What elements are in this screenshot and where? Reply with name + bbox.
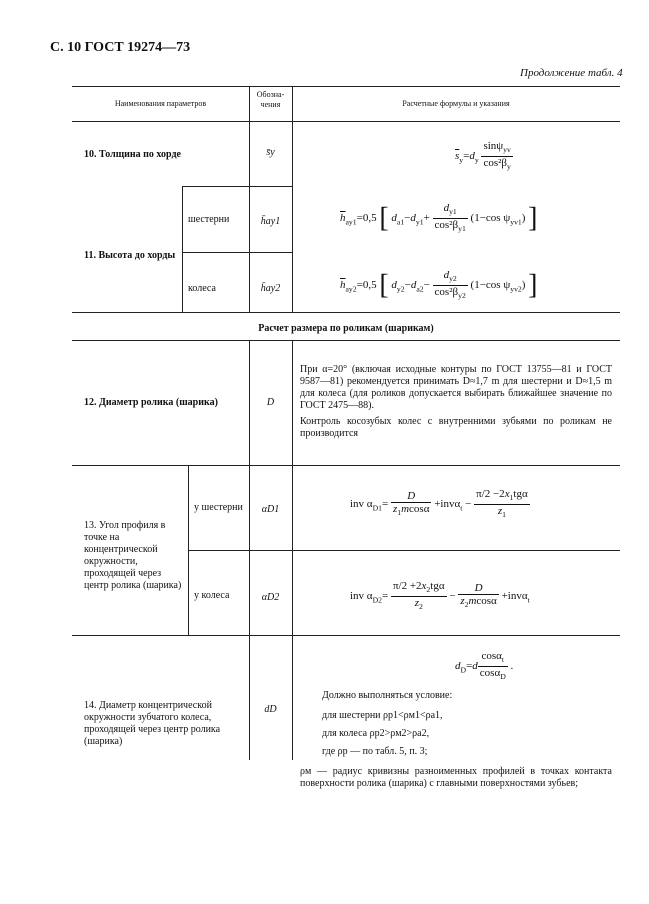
row12-bottom-border <box>72 465 620 466</box>
param-10-name: 10. Толщина по хорде <box>84 149 181 160</box>
param-13-sub2: у колеса <box>194 590 230 601</box>
param-11-sub2: колеса <box>188 283 216 294</box>
formula-13-wheel: inv $\alpha_{D2}=$ $\frac{\pi/2 +2x_2tg\alpha}{z_2}$ − $\frac{D}{z_2mcos\alpha}$ +invα$_t$ <box>350 580 530 612</box>
row13-bottom-border <box>72 635 620 636</box>
table-continuation: Продолжение табл. 4 <box>520 67 623 79</box>
row11-sub-divider <box>182 186 183 312</box>
col-header-params: Наименования параметров <box>114 99 207 108</box>
param-13-symbol1: αD1 <box>261 504 280 515</box>
param-14-name: 14. Диаметр концентрической окружности зубчатого колеса, проходящей через центр ролика (шарика) <box>84 700 221 747</box>
page-header: С. 10 ГОСТ 19274—73 <box>50 40 191 55</box>
param-12-symbol: D <box>266 397 275 408</box>
param-13-symbol2: αD2 <box>261 592 280 603</box>
row11-bottom-border <box>72 312 620 313</box>
section-heading: Расчет размера по роликам (шарикам) <box>258 323 434 334</box>
formula-11-pinion: $\overline{h}_{ay1}=0,5$ [ $d_{a1}-d_{y1}+$ $\frac{d_{y1}}{\cos^2\beta_{y1}}$ (1−cos $\psi_{yv1}$) ] <box>340 202 538 234</box>
section-bottom-border <box>72 340 620 341</box>
param-13-sub1: у шестерни <box>194 502 243 513</box>
param-11-sub1: шестерни <box>188 214 230 225</box>
formula-13-pinion: inv $\alpha_{D1}=$ $\frac{D}{z_1mcos\alpha}$ +invα$_t$ − $\frac{\pi/2 -2x_1tg\alpha}{z_1}$ <box>350 488 528 520</box>
row11-mid-partial <box>182 252 292 253</box>
param-14-cond-title: Должно выполняться условие: <box>322 690 453 701</box>
param-14-cond4: ρм — радиус кривизны разноименных профилей в точках контакта поверхности ролика (шарика) с главными поверхностями зубьев; <box>300 766 612 789</box>
param-14-cond1: для шестерни ρp1<ρм1<ρa1, <box>322 710 443 721</box>
param-12-name: 12. Диаметр ролика (шарика) <box>84 397 218 408</box>
table-top-border <box>72 86 620 87</box>
formula-11-wheel: $\overline{h}_{ay2}=0,5$ [ $d_{y2}-d_{a2}-$ $\frac{d_{y2}}{\cos^2\beta_{y2}}$ (1−cos $\psi_{yv2}$) ] <box>340 269 538 301</box>
param-11-symbol1: h̄ay1 <box>260 216 281 227</box>
row11-top-partial <box>182 186 292 187</box>
param-11-name: 11. Высота до хорды <box>84 250 176 261</box>
param-11-symbol2: h̄ay2 <box>260 283 281 294</box>
row10-11-divider-formula <box>292 122 293 312</box>
param-12-note2: Контроль косозубых колес с внутренними зубьями по роликам не производится <box>300 416 612 439</box>
col-header-formulas: Расчетные формулы и указания <box>402 99 510 108</box>
param-14-cond2: для колеса ρp2>ρм2>ρa2, <box>322 728 430 739</box>
formula-14: $d_D=d$ $\frac{\cos\alpha_t}{\cos\alpha_D}$ . <box>455 650 514 682</box>
param-13-name: 13. Угол профиля в точке на концентрической окружности, проходящей через центр ролика (шарика) <box>84 520 182 591</box>
formula-10: $\overline{s}_y=d_y$ $\frac{\sin\psi_{yv}}{\cos^2\beta_y}$ <box>455 140 511 172</box>
param-10-symbol: s̄y <box>266 147 275 158</box>
param-12-note1: При α=20° (включая исходные контуры по ГОСТ 13755—81 и ГОСТ 9587—81) рекомендуется принимать D≈1,7 m для шестерни и D≈1,5 m для колеса (для роликов допускается выбирать ближайшее значение по ГОСТ 2475—88). <box>300 364 612 411</box>
param-14-symbol: dD <box>264 704 277 715</box>
col-header-symbol: Обозна- чения <box>256 90 285 109</box>
header-bottom-border <box>72 121 620 122</box>
param-14-cond3: где ρp — по табл. 5, п. 3; <box>322 746 428 757</box>
row13-mid-partial <box>188 550 620 551</box>
